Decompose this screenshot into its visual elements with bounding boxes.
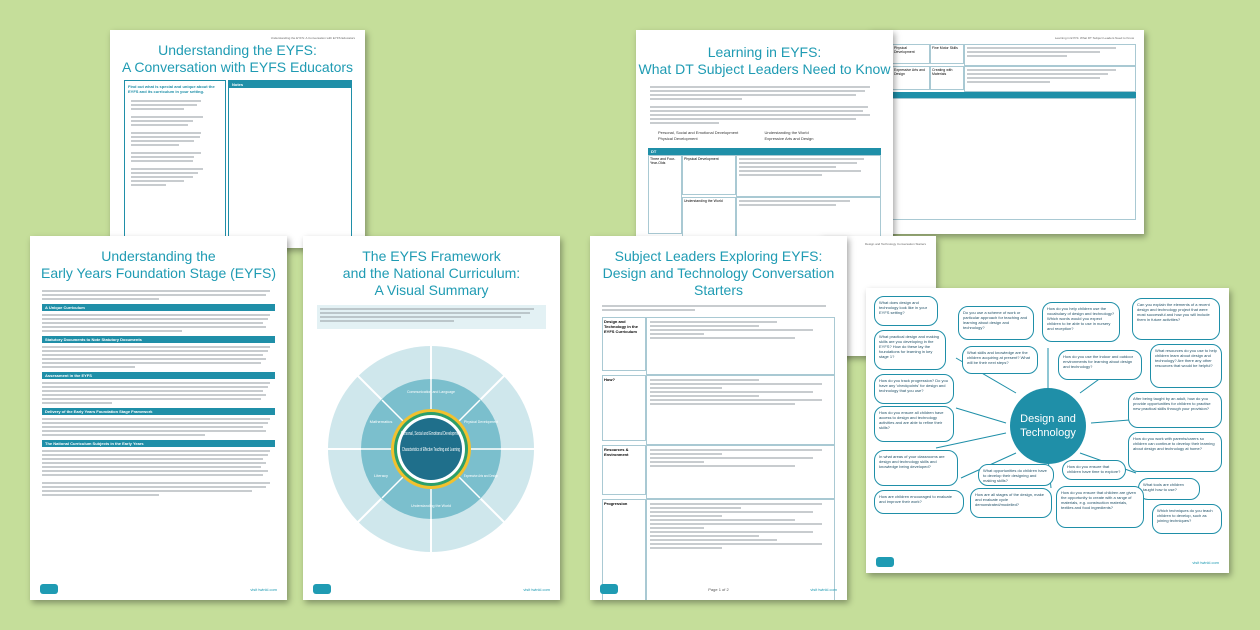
notes-panel — [228, 80, 352, 248]
bullet-item: Understanding the World — [764, 130, 809, 135]
side-table — [892, 44, 1136, 220]
intro-text — [636, 78, 893, 128]
bullet-text — [125, 97, 225, 191]
doc-title — [30, 248, 287, 282]
section-heading: Statutory Documents to Note Statutory Documents — [42, 336, 275, 343]
page-number: Page 1 of 2 — [708, 587, 729, 592]
section-text — [42, 346, 275, 368]
document-foundation — [30, 236, 287, 600]
twinkl-logo — [40, 584, 58, 594]
intro-box — [317, 305, 546, 329]
mindmap-bubble: How are children encouraged to evaluate and improve their work? — [874, 490, 964, 514]
mindmap-bubble: What tools are children taught how to use? — [1138, 478, 1200, 500]
mindmap-bubble: How do you track progression? Do you have any 'checkpoints' for design and technology that you use? — [874, 374, 954, 404]
table-cell: Design and Technology in the EYFS Curriculum — [602, 317, 646, 371]
inner-label: Mathematics — [369, 419, 393, 424]
table-cell: Resources & Environment — [602, 445, 646, 495]
title-line: The EYFS Framework — [362, 248, 501, 264]
table-head: DT — [648, 148, 881, 155]
mindmap-bubble: Can you explain the elements of a recent design and technology project that were most successful and how you will include them in future activities? — [1132, 298, 1220, 340]
footer-url: visit twinkl.com — [523, 587, 550, 592]
table-cell — [646, 499, 835, 600]
table-cell — [736, 155, 881, 197]
twinkl-logo — [313, 584, 331, 594]
title-line: Early Years Foundation Stage (EYFS) — [40, 265, 277, 281]
mindmap-bubble: How do you ensure all children have access to design and technology activities and are able to refine their skills? — [874, 406, 954, 442]
mindmap-bubble: What opportunities do children have to develop their designing and making skills? — [978, 464, 1054, 486]
footer-url: visit twinkl.com — [1192, 560, 1219, 565]
document-framework — [303, 236, 560, 600]
table-cell: Fine Motor Skills — [930, 44, 964, 64]
framework-wheel — [303, 331, 560, 571]
mindmap-center: Design and Technology — [1010, 388, 1086, 464]
notes-label: Notes — [229, 81, 351, 88]
table-cell: Understanding the World — [682, 197, 736, 238]
table-cell — [736, 197, 881, 240]
inner-label: Understanding the World — [411, 503, 451, 508]
inner-label: Physical Development — [464, 419, 499, 424]
dt-table — [648, 148, 881, 240]
mindmap-bubble: How do you ensure that children are given the opportunity to create with a range of materials, e.g. construction materials, textiles and food ingredients? — [1056, 486, 1144, 528]
mindmap-bubble: What skills and knowledge are the children acquiring at present? What will be their next steps? — [962, 346, 1038, 374]
document-mindmap — [866, 288, 1229, 573]
inner-label: Communication and Language — [407, 389, 456, 394]
table-cell: Expressive Arts and Design — [892, 66, 930, 90]
document-starters — [590, 236, 847, 600]
starter-table — [602, 317, 835, 600]
mindmap-bubble: How do you help children use the vocabulary of design and technology? Which words would you expect children to be able to use in nursery and reception? — [1042, 302, 1120, 342]
section-heading: Delivery of the Early Years Foundation Stage Framework — [42, 408, 275, 415]
table-cell: How? — [602, 375, 646, 441]
doc-title — [590, 248, 847, 299]
bullet-item: Physical Development — [658, 136, 698, 141]
intro-text — [42, 290, 275, 300]
mindmap-bubble: How do you use the indoor and outdoor environments for learning about design and technology? — [1058, 350, 1142, 380]
section-heading: Assessment in the EYFS — [42, 372, 275, 379]
title-line: A Conversation with EYFS Educators — [121, 59, 354, 75]
section-text — [42, 418, 275, 436]
inner-label: Personal, Social and Emotional Development — [401, 431, 462, 437]
doc-title — [303, 248, 560, 299]
mindmap-bubble: How are all stages of the design, make and evaluate cycle demonstrated/modelled? — [970, 488, 1052, 518]
table-cell — [646, 317, 835, 375]
intro-text — [590, 299, 847, 315]
table-cell — [964, 44, 1136, 66]
title-line: Learning in EYFS: — [707, 44, 822, 60]
section-heading: The National Curriculum Subjects in the Early Years — [42, 440, 275, 447]
section-heading: A Unique Curriculum — [42, 304, 275, 311]
bullet-item: Personal, Social and Emotional Development — [658, 130, 739, 135]
bullet-item: Expressive Arts and Design — [764, 136, 814, 141]
area-bullets — [636, 128, 893, 144]
mindmap-bubble: What resources do you use to help children learn about design and technology? Are there any other resources that would be helpful? — [1150, 344, 1222, 388]
table-cell — [646, 375, 835, 445]
table-cell: Physical Development — [682, 155, 736, 195]
twinkl-logo — [876, 557, 894, 567]
doc-title — [110, 42, 365, 76]
document-learning-side — [868, 30, 1144, 234]
inner-label: Expressive Arts and Design — [464, 473, 498, 478]
header-note: Understanding the EYFS: A Conversation with EYFS Educators — [270, 36, 355, 40]
mindmap-bubble: In what areas of your classrooms are design and technology skills and knowledge being developed? — [874, 450, 958, 486]
title-line: Subject Leaders Exploring EYFS: — [614, 248, 823, 264]
left-heading: Find out what is special and unique about the EYFS and its curriculum in your setting. — [128, 84, 215, 94]
center-label: Characteristics of Effective Teaching and Learning — [402, 447, 461, 453]
header-note: Design and Technology Conversation Starters — [865, 242, 926, 246]
table-cell: Progression — [602, 499, 646, 600]
mindmap-bubble: What does design and technology look like in your EYFS setting? — [874, 296, 938, 326]
title-line: Understanding the EYFS: — [158, 42, 317, 58]
title-line: and the National Curriculum: — [342, 265, 521, 281]
document-conversation — [110, 30, 365, 248]
footer-url: visit twinkl.com — [810, 587, 837, 592]
table-cell: Physical Development — [892, 44, 930, 64]
table-cell — [646, 445, 835, 499]
inner-label: Literacy — [373, 473, 389, 478]
doc-title — [636, 44, 893, 78]
section-text — [42, 382, 275, 404]
document-learning — [636, 30, 893, 248]
header-note: Learning in EYFS: What DT Subject Leaders Need to Know — [1054, 36, 1134, 40]
title-line: Understanding the — [101, 248, 216, 264]
mindmap-bubble: How do you ensure that children have time to explore? — [1062, 460, 1126, 480]
mindmap-bubble: Which techniques do you teach children to develop, such as joining techniques? — [1152, 504, 1222, 534]
title-line: Design and Technology Conversation Starters — [602, 265, 835, 298]
table-body — [892, 98, 1136, 220]
left-panel — [124, 80, 226, 248]
table-cell: Creating with Materials — [930, 66, 964, 90]
footer-url: visit twinkl.com — [250, 587, 277, 592]
mindmap-bubble: What practical design and making skills are you developing in the EYFS? How do these lay the foundations for learning in key stage 1? — [874, 330, 946, 370]
table-cell: Three and Four-Year-Olds — [648, 155, 682, 234]
mindmap-bubble: How do you work with parents/carers so children can continue to develop their learning about design and technology at home? — [1128, 432, 1222, 472]
mindmap-bubble: After being taught by an adult, how do you provide opportunities for children to practise new practical skills through your provision? — [1128, 392, 1222, 428]
section-text — [42, 450, 275, 496]
title-line: A Visual Summary — [374, 282, 489, 298]
table-cell — [964, 66, 1136, 92]
mindmap-bubble: Do you use a scheme of work or particular approach for teaching and learning about design and technology? — [958, 306, 1034, 340]
section-text — [42, 314, 275, 332]
title-line: What DT Subject Leaders Need to Know — [638, 61, 891, 77]
